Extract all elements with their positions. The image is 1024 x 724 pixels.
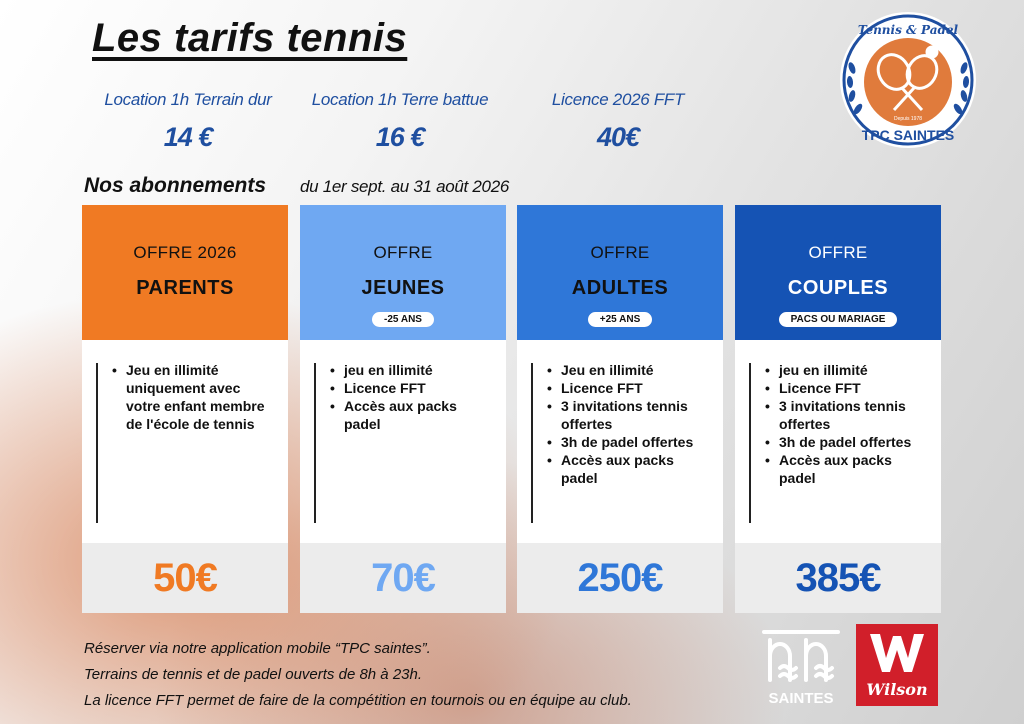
feature-list <box>126 361 278 433</box>
card-offer-label: OFFRE <box>590 243 650 262</box>
wilson-label: Wilson <box>866 680 928 699</box>
card-header <box>300 205 506 340</box>
divider <box>314 363 316 523</box>
card-price: 250€ <box>577 556 663 600</box>
feature-item: • jeu en illimité <box>344 361 496 379</box>
card-header <box>82 205 288 340</box>
page-title: Les tarifs tennis <box>92 16 408 60</box>
feature-item: • jeu en illimité <box>779 361 931 379</box>
card-tag-badge: +25 ANS <box>588 312 652 327</box>
rate-label: Licence 2026 FFT <box>551 90 685 109</box>
card-name: COUPLES <box>787 277 889 299</box>
card-price: 70€ <box>371 556 435 600</box>
card-name: ADULTES <box>571 277 669 299</box>
feature-item: • Accès aux packs padel <box>779 451 931 487</box>
subscriptions-title: Nos abonnements <box>84 174 267 197</box>
card-price: 50€ <box>153 556 217 600</box>
card-name: JEUNES <box>361 277 445 299</box>
rate-label: Location 1h Terre battue <box>311 90 489 109</box>
rate-price: 14 € <box>163 122 213 152</box>
logo-bottom-text: TPC SAINTES <box>861 127 955 143</box>
saintes-label: SAINTES <box>768 690 834 707</box>
note-line: Réserver via notre application mobile “TPC saintes”. <box>84 640 431 657</box>
feature-item: • Licence FFT <box>779 379 931 397</box>
feature-item: • Accès aux packs padel <box>561 451 713 487</box>
card-offer-label: OFFRE 2026 <box>133 243 237 262</box>
logo-top-text: Tennis & Padel <box>857 23 959 37</box>
offer-card-adultes <box>517 205 723 613</box>
card-price-box <box>735 543 941 613</box>
card-offer-label: OFFRE <box>808 243 868 262</box>
divider <box>749 363 751 523</box>
rate-court-hard <box>78 90 298 153</box>
feature-item: • Jeu en illimité uniquement avec votre enfant membre de l'école de tennis <box>126 361 278 433</box>
footer-notes <box>84 636 632 714</box>
feature-item: • Licence FFT <box>344 379 496 397</box>
card-tag-badge: PACS OU MARIAGE <box>779 312 898 327</box>
feature-item: • 3 invitations tennis offertes <box>561 397 713 433</box>
card-name: PARENTS <box>136 277 234 299</box>
rate-price: 16 € <box>375 122 425 152</box>
note-line: Terrains de tennis et de padel ouverts de 8h à 23h. <box>84 666 423 683</box>
card-price: 385€ <box>795 556 881 600</box>
card-offer-label: OFFRE <box>373 243 433 262</box>
card-header <box>735 205 941 340</box>
feature-item: • 3 invitations tennis offertes <box>779 397 931 433</box>
offer-card-jeunes <box>300 205 506 613</box>
feature-item: • Jeu en illimité <box>561 361 713 379</box>
feature-item: • 3h de padel offertes <box>561 433 713 451</box>
divider <box>531 363 533 523</box>
rate-price: 40€ <box>596 122 640 152</box>
card-tag-badge: -25 ANS <box>372 312 434 327</box>
card-price-box <box>300 543 506 613</box>
feature-item: • Accès aux packs padel <box>344 397 496 433</box>
card-header <box>517 205 723 340</box>
offer-card-couples <box>735 205 941 613</box>
subscriptions-period: du 1er sept. au 31 août 2026 <box>300 177 509 196</box>
feature-list <box>344 361 496 433</box>
feature-item: • 3h de padel offertes <box>779 433 931 451</box>
feature-list <box>561 361 713 487</box>
wilson-w-logo-icon <box>856 624 938 684</box>
rate-licence <box>508 90 728 153</box>
offer-card-parents <box>82 205 288 613</box>
club-logo <box>838 10 978 150</box>
rate-court-clay <box>290 90 510 153</box>
card-price-box <box>82 543 288 613</box>
card-price-box <box>517 543 723 613</box>
feature-list <box>779 361 931 487</box>
note-line: La licence FFT permet de faire de la compétition en tournois ou en équipe au club. <box>84 692 632 709</box>
logo-since: Depuis 1978 <box>893 116 923 122</box>
rate-label: Location 1h Terrain dur <box>104 90 272 109</box>
feature-item: • Licence FFT <box>561 379 713 397</box>
divider <box>96 363 98 523</box>
